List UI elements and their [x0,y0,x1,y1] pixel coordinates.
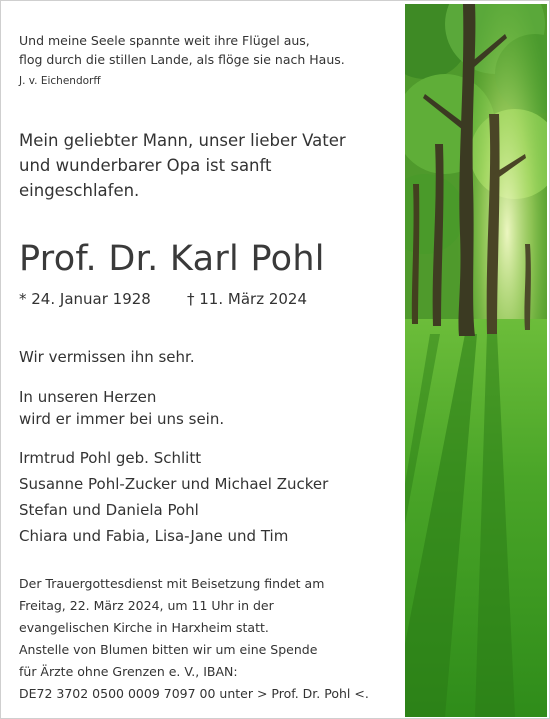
hearts-line: In unseren Herzen [19,388,157,406]
notice-line: Freitag, 22. März 2024, um 11 Uhr in der [19,598,274,613]
intro-line: und wunderbarer Opa ist sanft [19,156,272,175]
notice-line: Der Trauergottesdienst mit Beisetzung findet am [19,576,325,591]
poem-line: Und meine Seele spannte weit ihre Flügel aus, [19,33,310,48]
family-member: Susanne Pohl-Zucker und Michael Zucker [19,475,329,493]
poem-author: J. v. Eichendorff [19,75,101,87]
family-member: Chiara und Fabia, Lisa-Jane und Tim [19,527,289,545]
service-notice [19,573,369,705]
family-list [19,445,328,549]
birth-date: * 24. Januar 1928 [19,290,151,308]
hearts-line: wird er immer bei uns sein. [19,410,225,428]
forest-photo [405,4,547,717]
poem-quote [19,31,345,69]
forest-illustration [405,4,547,717]
miss-statement: Wir vermissen ihn sehr. [19,348,195,366]
poem-line: flog durch die stillen Lande, als flöge sie nach Haus. [19,52,345,67]
family-member: Stefan und Daniela Pohl [19,501,199,519]
notice-line: für Ärzte ohne Grenzen e. V., IBAN: [19,664,238,679]
family-member: Irmtrud Pohl geb. Schlitt [19,449,202,467]
hearts-statement [19,386,224,430]
notice-line: evangelischen Kirche in Harxheim statt. [19,620,269,635]
death-date: † 11. März 2024 [187,290,308,308]
intro-line: eingeschlafen. [19,181,140,200]
intro-text [19,128,346,203]
life-dates [19,288,307,310]
intro-line: Mein geliebter Mann, unser lieber Vater [19,131,346,150]
notice-line: DE72 3702 0500 0009 7097 00 unter > Prof. Dr. Pohl <. [19,686,369,701]
notice-line: Anstelle von Blumen bitten wir um eine Spende [19,642,318,657]
deceased-name: Prof. Dr. Karl Pohl [19,239,325,279]
